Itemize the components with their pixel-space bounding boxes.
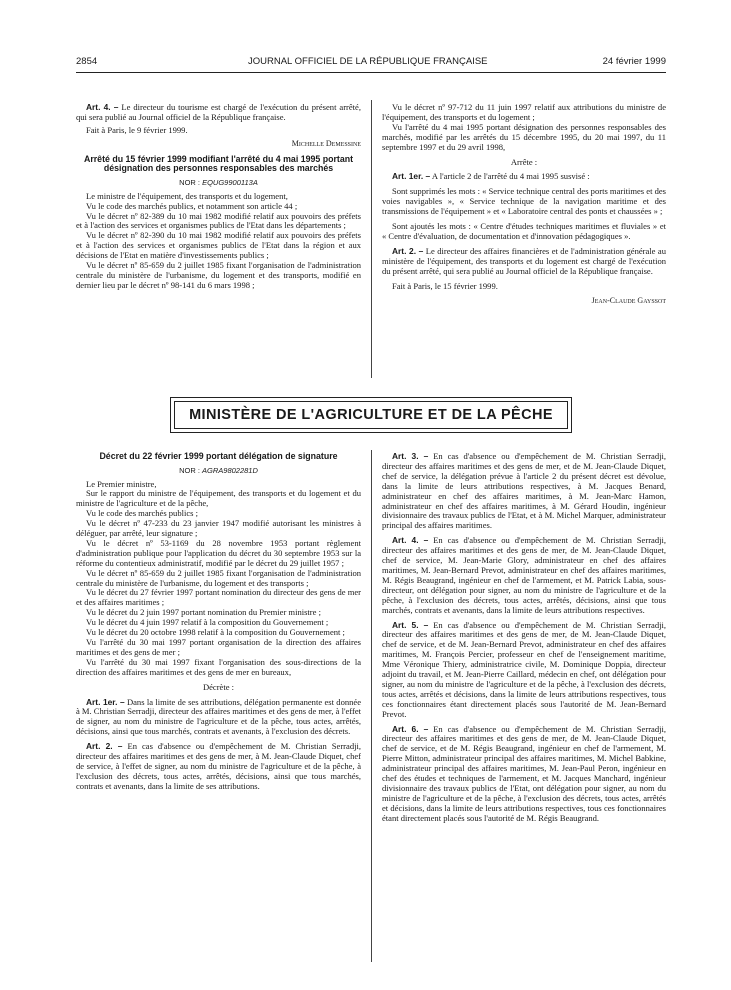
visa-paragraph: Vu l'arrêté du 4 mai 1995 portant désignation des personnes responsables des marchés, modifié par les arrêtés du 15 décembre 1995, du 20 mai 1997, du 11 septembre 1997 et du 29 avril 1998, [382, 121, 666, 152]
visa-paragraph: Vu le décret nº 53-1169 du 28 novembre 1953 portant règlement d'administration publique pour l'application du décret du 30 septembre 1953 sur la réforme du contentieux administratif, modifié par le décret du 29 juillet 1957 ; [76, 537, 361, 568]
dateline: Fait à Paris, le 9 février 1999. [86, 124, 188, 135]
nor-reference: NOR : EQUG9900113A [179, 177, 258, 187]
article-5: Art. 5. – En cas d'absence ou d'empêchement de M. Christian Serradji, directeur des affaires maritimes et des gens de mer, de M. Jean-Claude Diquet, chef de service, et de M. Jean-Bernard Prevot, administrateur en chef des affaires maritimes, M. François Percier, professeur en chef de l'enseignement maritime, Mme Véronique Thiery, administratrice civile, M. Dominique Doppia, directeur adjoint du travail, et M. Jean-Pierre Caillard, médecin en chef, ont délégation pour signer, au nom du ministre de l'agriculture et de la pêche, à l'exclusion des décrets, tous actes, arrêtés et décisions, dans la limite de leurs attributions respectives, tous ces fonctionnaires étant directement placés sous l'autorité de M. Jean-Bernard Prevot. [382, 619, 666, 719]
top-left-column [76, 103, 361, 291]
visa-paragraph: Vu le décret du 4 juin 1997 relatif à la composition du Gouvernement ; [86, 617, 329, 628]
visa-paragraph: Vu l'arrêté du 30 mai 1997 portant organisation de la direction des affaires maritimes et des gens de mer ; [76, 637, 361, 657]
signature: Jean-Claude Gayssot [591, 295, 666, 305]
article-1-additions: Sont ajoutés les mots : « Centre d'études techniques maritimes et fluviales » et « Centre d'évaluation, de documentation et d'innovation pédagogiques ». [382, 221, 666, 241]
visa-paragraph: Vu le décret du 20 octobre 1998 relatif à la composition du Gouvernement ; [86, 627, 345, 638]
bottom-left-column [76, 452, 361, 792]
ministry-heading: MINISTÈRE DE L'AGRICULTURE ET DE LA PÊCHE [174, 401, 568, 429]
art4-paragraph: Art. 4. – Le directeur du tourisme est chargé de l'exécution du présent arrêté, qui sera publié au Journal officiel de la République française. [76, 102, 361, 122]
visa-paragraph: Vu le décret du 27 février 1997 portant nomination du directeur des gens de mer et des affaires maritimes ; [76, 587, 361, 608]
journal-title: JOURNAL OFFICIEL DE LA RÉPUBLIQUE FRANÇAISE [248, 56, 488, 67]
article-4: Art. 4. – En cas d'absence ou d'empêchement de M. Christian Serradji, directeur des affaires maritimes et des gens de mer, de M. Jean-Claude Diquet, chef de service, M. Jean-Marie Glory, administrateur en chef des affaires maritimes, M. Jean-Bernard Prevot, administrateur en chef des affaires maritimes, M. Régis Beaugrand, ingénieur en chef de l'armement, et M. Patrick Labia, sous-directeur, ont délégation pour signer, au nom du ministre de l'agriculture et de la pêche, à l'exclusion des décrets, tous actes, arrêtés, décisions, ainsi que tous marchés, contrats et avenants, dans la limite de leurs attributions respectives. [382, 535, 666, 615]
ministry-heading-box [170, 397, 572, 433]
column-divider [371, 450, 372, 962]
article-1: Art. 1er. – A l'article 2 de l'arrêté du 4 mai 1995 susvisé : [392, 171, 590, 182]
visa-paragraph: Le ministre de l'équipement, des transports et du logement, [86, 190, 288, 201]
bottom-right-column [382, 452, 666, 824]
article-3: Art. 3. – En cas d'absence ou d'empêchement de M. Christian Serradji, directeur des affaires maritimes et des gens de mer, et de M. Jean-Claude Diquet, chef de service, la délégation prévue à l'article 2 du présent décret est dévolue, dans la limite de leurs attributions respectives, à M. Jacques Benard, administrateur en chef des affaires maritimes, à M. Jean-Marc Hamon, administrateur en chef des affaires maritimes, à M. Gérard Houdin, ingénieur divisionnaire des travaux publics de l'Etat, et à M. Michel Marquer, administrateur principal des affaires maritimes. [382, 451, 666, 531]
article-2: Art. 2. – Le directeur des affaires financières et de l'administration générale au ministère de l'équipement, des transports et du logement est chargé de l'exécution du présent arrêté, qui sera publié au Journal officiel de la République française. [382, 245, 666, 276]
visa-paragraph: Vu le code des marchés publics, et notamment son article 44 ; [86, 200, 298, 211]
visa-paragraph: Vu l'arrêté du 30 mai 1997 fixant l'organisation des sous-directions de la direction des affaires maritimes et des gens de mer en bureaux, [76, 656, 361, 677]
decret-title: Décret du 22 février 1999 portant délégation de signature [99, 451, 338, 461]
dateline: Fait à Paris, le 15 février 1999. [392, 280, 498, 291]
article-2: Art. 2. – En cas d'absence ou d'empêchement de M. Christian Serradji, directeur des affaires maritimes et des gens de mer, à M. Jean-Claude Diquet, chef de service, à l'effet de signer, au nom du ministre de l'agriculture et de la pêche, à l'exclusion des décrets, tous actes, arrêtés, décisions, ainsi que tous marchés, contrats et avenants, dans la limite de ses attributions. [76, 741, 361, 791]
page-number: 2854 [76, 56, 98, 67]
visa-paragraph: Vu le décret nº 82-390 du 10 mai 1982 modifié relatif aux pouvoirs des préfets et à l'action des services et organismes publics de l'Etat dans la région et aux décisions de l'Etat en matière d'investissements publics ; [76, 230, 361, 261]
top-right-column [382, 103, 666, 305]
visa-paragraph: Vu le code des marchés publics ; [86, 508, 198, 519]
visa-paragraph: Vu le décret nº 85-659 du 2 juillet 1985 fixant l'organisation de l'administration centrale du ministère de l'urbanisme, du logement et des transports, modifié en dernier lieu par le décret nº 98-141 du 6 mars 1998 ; [76, 260, 361, 290]
nor-reference: NOR : AGRA9802281D [179, 465, 258, 475]
arrete-title: Arrêté du 15 février 1999 modifiant l'arrêté du 4 mai 1995 portant désignation des personnes responsables des marchés [83, 153, 354, 174]
visa-paragraph: Vu le décret nº 85-659 du 2 juillet 1985 fixant l'organisation de l'administration centrale du ministère de l'urbanisme, du logement et des transports ; [76, 567, 361, 588]
decrete-heading: Décrète : [202, 681, 235, 692]
visa-paragraph: Le Premier ministre, [86, 478, 157, 489]
visa-paragraph: Vu le décret nº 47-233 du 23 janvier 1947 modifié autorisant les ministres à déléguer, par arrêté, leur signature ; [76, 518, 361, 539]
visa-paragraph: Vu le décret nº 97-712 du 11 juin 1997 relatif aux attributions du ministre de l'équipement, des transports et du logement ; [382, 102, 666, 122]
article-1: Art. 1er. – Dans la limite de ses attributions, délégation permanente est donnée à M. Christian Serradji, directeur des affaires maritimes et des gens de mer, à l'effet de signer, au nom du ministre de l'agriculture et de la pêche, tous actes, arrêtés, décisions, ainsi que tous marchés, contrats et avenants, à l'exclusion des décrets. [76, 696, 361, 737]
page-header [76, 56, 666, 72]
signature: Michelle Demessine [291, 138, 361, 148]
visa-paragraph: Vu le décret du 2 juin 1997 portant nomination du Premier ministre ; [86, 607, 321, 618]
header-rule [76, 72, 666, 73]
visa-paragraph: Sur le rapport du ministre de l'équipement, des transports et du logement et du ministre de l'agriculture et de la pêche, [76, 488, 361, 509]
arrete-heading: Arrête : [510, 156, 538, 167]
issue-date: 24 février 1999 [602, 56, 666, 67]
visa-paragraph: Vu le décret nº 82-389 du 10 mai 1982 modifié relatif aux pouvoirs des préfets et à l'action des services et organismes publics de l'Etat dans les départements ; [76, 210, 361, 231]
column-divider [371, 100, 372, 378]
article-1-suppressions: Sont supprimés les mots : « Service technique central des ports maritimes et des voies navigables », « Service technique de la navigation maritime et des transmissions de l'équipement » et « Laboratoire central des ponts et chaussées » ; [382, 186, 666, 217]
article-6: Art. 6. – En cas d'absence ou d'empêchement de M. Christian Serradji, directeur des affaires maritimes et des gens de mer, de M. Jean-Claude Diquet, chef de service, et de M. Régis Beaugrand, ingénieur en chef de l'armement, M. Pierre Mitton, administrateur principal des affaires maritimes, M. Michel Babkine, administrateur principal des affaires maritimes, M. Jean-Paul Peron, ingénieur en chef des études et techniques de l'armement, et M. Jacques Manchard, ingénieur divisionnaire des travaux publics de l'Etat, ont délégation pour signer, au nom du ministre de l'agriculture et de la pêche, à l'exclusion des décrets, tous actes, arrêtés et décisions, dans la limite de leurs attributions respectives, tous ces fonctionnaires étant directement placés sous l'autorité de M. Régis Beaugrand. [382, 723, 666, 823]
